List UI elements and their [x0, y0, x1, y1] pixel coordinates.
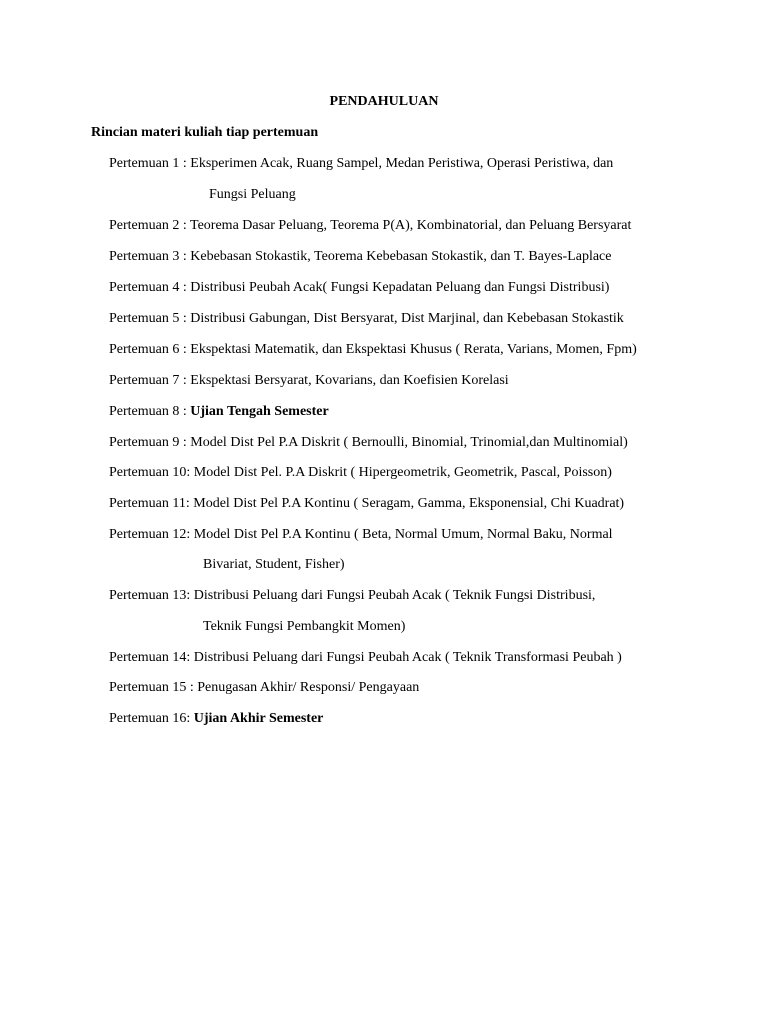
meeting-3 — [109, 248, 612, 266]
meeting-topic: Model Dist Pel. P.A Diskrit ( Hipergeometrik, Geometrik, Pascal, Poisson) — [193, 465, 612, 480]
meeting-topic: Model Dist Pel P.A Diskrit ( Bernoulli, Binomial, Trinomial,dan Multinomial) — [190, 435, 628, 450]
meeting-1-continuation: Fungsi Peluang — [209, 187, 296, 202]
meeting-4 — [109, 279, 609, 297]
meeting-label: Pertemuan 1 : — [109, 156, 191, 171]
page-title: PENDAHULUAN — [329, 94, 439, 109]
meeting-label: Pertemuan 16: — [109, 711, 194, 726]
meeting-topic: Model Dist Pel P.A Kontinu ( Beta, Normal Umum, Normal Baku, Normal — [193, 527, 613, 542]
meeting-topic: Distribusi Peluang dari Fungsi Peubah Acak ( Teknik Transformasi Peubah ) — [193, 650, 622, 665]
meeting-label: Pertemuan 5 : — [109, 311, 191, 326]
meeting-topic: Distribusi Peubah Acak( Fungsi Kepadatan Peluang dan Fungsi Distribusi) — [190, 280, 610, 295]
meeting-label: Pertemuan 7 : — [109, 373, 191, 388]
meeting-label: Pertemuan 9 : — [109, 435, 191, 450]
meeting-topic: Teorema Dasar Peluang, Teorema P(A), Kombinatorial, dan Peluang Bersyarat — [190, 218, 632, 233]
meeting-topic: Kebebasan Stokastik, Teorema Kebebasan Stokastik, dan T. Bayes-Laplace — [190, 249, 612, 264]
meeting-topic: Ekspektasi Matematik, dan Ekspektasi Khusus ( Rerata, Varians, Momen, Fpm) — [190, 342, 637, 357]
meeting-1 — [109, 155, 613, 173]
meeting-label: Pertemuan 10: — [109, 465, 194, 480]
meeting-9 — [109, 434, 628, 452]
meeting-12-continuation: Bivariat, Student, Fisher) — [203, 557, 345, 572]
meeting-topic: Model Dist Pel P.A Kontinu ( Seragam, Gamma, Eksponensial, Chi Kuadrat) — [193, 496, 625, 511]
meeting-label: Pertemuan 2 : — [109, 218, 191, 233]
meeting-label: Pertemuan 8 : — [109, 404, 191, 419]
meeting-topic-bold: Ujian Tengah Semester — [190, 404, 329, 419]
meeting-5 — [109, 310, 624, 328]
meeting-topic: Penugasan Akhir/ Responsi/ Pengayaan — [197, 680, 420, 695]
meeting-label: Pertemuan 11: — [109, 496, 194, 511]
meeting-topic: Eksperimen Acak, Ruang Sampel, Medan Peristiwa, Operasi Peristiwa, dan — [190, 156, 614, 171]
meeting-13-continuation: Teknik Fungsi Pembangkit Momen) — [203, 619, 406, 634]
meeting-13 — [109, 587, 595, 605]
meeting-label: Pertemuan 4 : — [109, 280, 191, 295]
meeting-10 — [109, 464, 612, 482]
meeting-label: Pertemuan 15 : — [109, 680, 198, 695]
meeting-topic-bold: Ujian Akhir Semester — [193, 711, 324, 726]
meeting-7 — [109, 372, 509, 390]
meeting-8 — [109, 403, 329, 421]
meeting-topic: Distribusi Peluang dari Fungsi Peubah Acak ( Teknik Fungsi Distribusi, — [193, 588, 596, 603]
meeting-14 — [109, 649, 622, 667]
meeting-topic: Distribusi Gabungan, Dist Bersyarat, Dist Marjinal, dan Kebebasan Stokastik — [190, 311, 624, 326]
meeting-15 — [109, 679, 419, 697]
meeting-12 — [109, 526, 613, 544]
meeting-topic: Ekspektasi Bersyarat, Kovarians, dan Koefisien Korelasi — [190, 373, 509, 388]
meeting-11 — [109, 495, 624, 513]
meeting-6 — [109, 341, 637, 359]
meeting-label: Pertemuan 3 : — [109, 249, 191, 264]
meeting-label: Pertemuan 13: — [109, 588, 194, 603]
meeting-label: Pertemuan 14: — [109, 650, 194, 665]
section-subtitle: Rincian materi kuliah tiap pertemuan — [91, 125, 319, 140]
meeting-label: Pertemuan 12: — [109, 527, 194, 542]
meeting-2 — [109, 217, 631, 235]
meeting-16 — [109, 710, 323, 728]
meeting-label: Pertemuan 6 : — [109, 342, 191, 357]
